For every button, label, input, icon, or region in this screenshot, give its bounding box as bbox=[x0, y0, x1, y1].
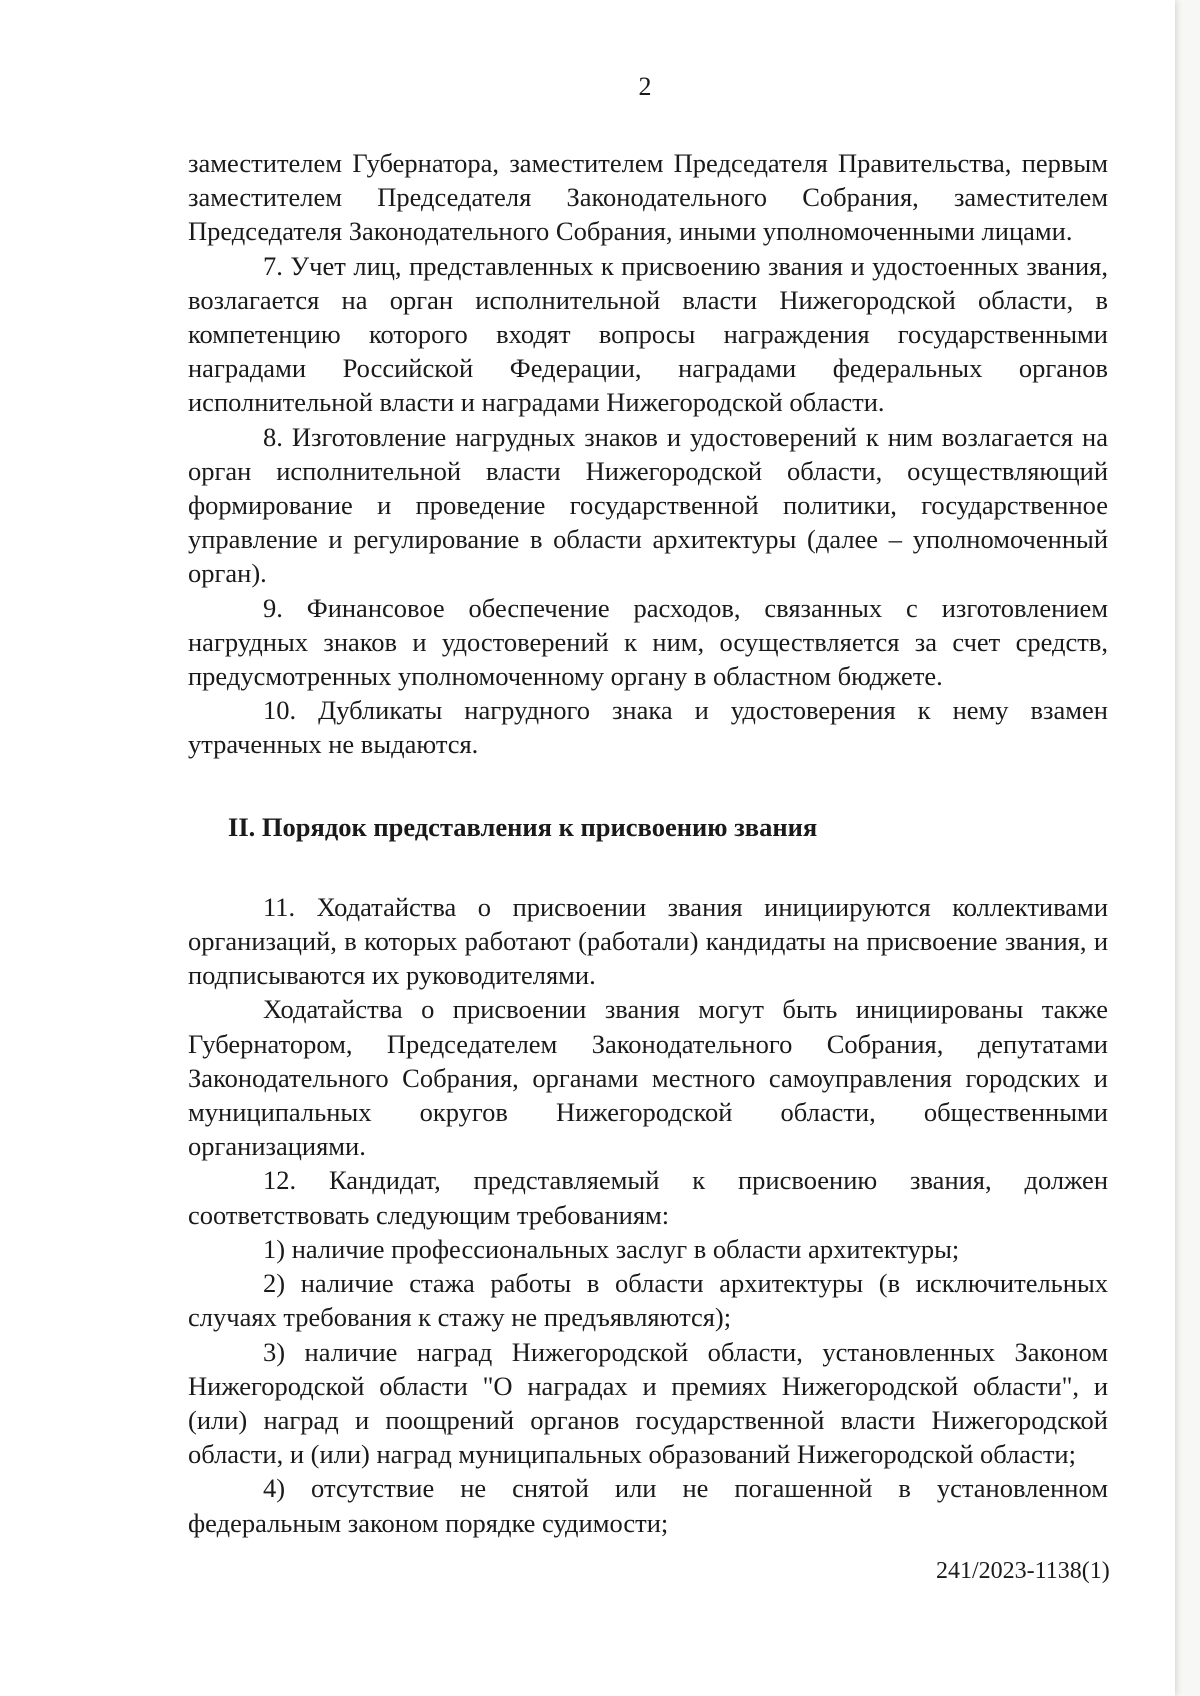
paragraph: Ходатайства о присвоении звания могут быть инициированы также Губернатором, Председателем Законодательного Собрания, депутатами Законодательного Собрания, органами местного самоуправления городских и муниципальных округов Нижегородской области, общественными организациями. bbox=[188, 994, 1108, 1162]
paragraph: 12. Кандидат, представляемый к присвоению звания, должен соответствовать следующим требованиям: bbox=[188, 1165, 1108, 1230]
paragraph: 11. Ходатайства о присвоении звания инициируются коллективами организаций, в которых работают (работали) кандидаты на присвоение звания, и подписываются их руководителями. bbox=[188, 891, 1108, 991]
page-number: 2 bbox=[638, 72, 652, 101]
paragraph: 7. Учет лиц, представленных к присвоению звания и удостоенных звания, возлагается на орган исполнительной власти Нижегородской области, в компетенцию которого входят вопросы награждения государственными наградами Российской Федерации, наградами федеральных органов исполнительной власти и наградами Нижегородской области. bbox=[188, 250, 1108, 418]
paragraph: 1) наличие профессиональных заслуг в области архитектуры; bbox=[263, 1233, 960, 1264]
paragraph: 4) отсутствие не снятой или не погашенной в установленном федеральным законом порядке судимости; bbox=[188, 1473, 1108, 1538]
paragraph: 10. Дубликаты нагрудного знака и удостоверения к нему взамен утраченных не выдаются. bbox=[188, 695, 1108, 760]
paragraph: 9. Финансовое обеспечение расходов, связанных с изготовлением нагрудных знаков и удостоверений к ним, осуществляется за счет средств, предусмотренных уполномоченному органу в областном бюджете. bbox=[188, 592, 1108, 692]
paragraph-group-bottom bbox=[188, 890, 1108, 1540]
document-body bbox=[188, 146, 1108, 1540]
section-heading: II. Порядок представления к присвоению звания bbox=[228, 811, 818, 842]
paragraph: 8. Изготовление нагрудных знаков и удостоверений к ним возлагается на орган исполнительной власти Нижегородской области, осуществляющий формирование и проведение государственной политики, государственное управление и регулирование в области архитектуры (далее – уполномоченный орган). bbox=[188, 421, 1108, 589]
paragraph: 3) наличие наград Нижегородской области, установленных Законом Нижегородской области "О наградах и премиях Нижегородской области", и (или) наград и поощрений органов государственной власти Нижегородской области, и (или) наград муниципальных образований Нижегородской области; bbox=[188, 1336, 1108, 1470]
paragraph-group-top bbox=[188, 146, 1108, 762]
document-code: 241/2023-1138(1) bbox=[936, 1558, 1110, 1584]
paragraph: 2) наличие стажа работы в области архитектуры (в исключительных случаях требования к стажу не предъявляются); bbox=[188, 1268, 1108, 1333]
paragraph: заместителем Губернатора, заместителем Председателя Правительства, первым заместителем Председателя Законодательного Собрания, заместителем Председателя Законодательного Собрания, иными уполномоченными лицами. bbox=[188, 148, 1108, 247]
